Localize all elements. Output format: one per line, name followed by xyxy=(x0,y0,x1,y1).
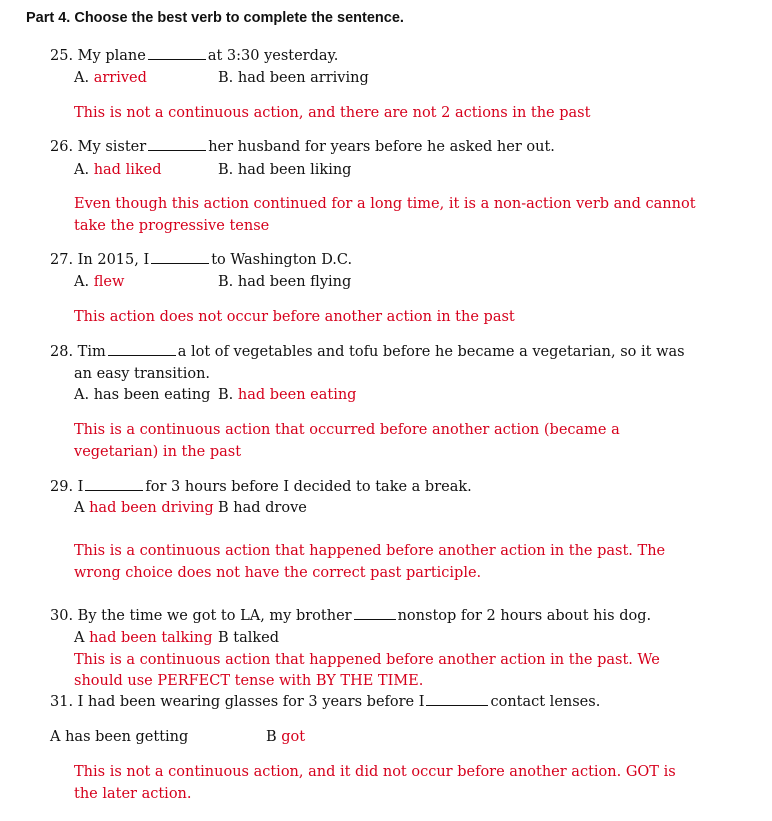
explanation: This is a continuous action that occurred before another action (became a xyxy=(74,422,620,438)
explanation: This is a continuous action that happened before another action in the past. The xyxy=(74,543,666,559)
option-a: A. arrived xyxy=(74,70,147,86)
answer-blank xyxy=(151,262,209,264)
explanation: This is not a continuous action, and there are not 2 actions in the past xyxy=(74,105,591,121)
explanation: vegetarian) in the past xyxy=(74,444,242,460)
answer-blank xyxy=(354,618,396,620)
page-title: Part 4. Choose the best verb to complete the sentence. xyxy=(26,10,404,26)
question-29: 29. I for 3 hours before I decided to take a break. xyxy=(50,479,472,495)
correct-answer: flew xyxy=(93,274,125,290)
question-28: 28. Tim a lot of vegetables and tofu before he became a vegetarian, so it was xyxy=(50,344,685,360)
answer-blank xyxy=(148,149,206,151)
explanation: This action does not occur before another action in the past xyxy=(74,309,515,325)
explanation: Even though this action continued for a long time, it is a non-action verb and cannot xyxy=(74,196,696,212)
question-25 xyxy=(50,46,338,66)
option-b: B. had been arriving xyxy=(218,70,369,86)
option-b: B had drove xyxy=(218,500,307,516)
option-a: A. had liked xyxy=(74,162,162,178)
answer-blank xyxy=(426,704,488,706)
option-b: B. had been flying xyxy=(218,274,352,290)
explanation: wrong choice does not have the correct past participle. xyxy=(74,565,482,581)
question-text: 25. My plane xyxy=(50,48,146,64)
option-b: B talked xyxy=(218,630,280,646)
option-a: A has been getting xyxy=(50,729,189,745)
option-a: A had been driving xyxy=(74,500,214,516)
explanation: the later action. xyxy=(74,786,192,802)
correct-answer: had liked xyxy=(93,162,162,178)
correct-answer: arrived xyxy=(93,70,147,86)
question-28-continued: an easy transition. xyxy=(74,366,211,382)
question-27: 27. In 2015, I to Washington D.C. xyxy=(50,252,353,268)
question-30: 30. By the time we got to LA, my brother nonstop for 2 hours about his dog. xyxy=(50,608,652,624)
explanation: should use PERFECT tense with BY THE TIME. xyxy=(74,673,424,689)
option-a: A. flew xyxy=(74,274,125,290)
question-31: 31. I had been wearing glasses for 3 years before I contact lenses. xyxy=(50,694,601,710)
answer-blank xyxy=(85,489,143,491)
option-b: B. had been eating xyxy=(218,387,357,403)
correct-answer: had been eating xyxy=(237,387,357,403)
question-26: 26. My sister her husband for years before he asked her out. xyxy=(50,139,555,155)
answer-blank xyxy=(108,354,176,356)
correct-answer: got xyxy=(281,729,306,745)
option-a: A. has been eating xyxy=(74,387,211,403)
option-a: A had been talking xyxy=(74,630,213,646)
correct-answer: had been driving xyxy=(89,500,214,516)
answer-blank xyxy=(148,58,206,60)
explanation: This is not a continuous action, and it did not occur before another action. GOT is xyxy=(74,764,676,780)
explanation: This is a continuous action that happened before another action in the past. We xyxy=(74,652,660,668)
question-text: at 3:30 yesterday. xyxy=(207,48,339,64)
explanation: take the progressive tense xyxy=(74,218,270,234)
option-b: B. had been liking xyxy=(218,162,352,178)
correct-answer: had been talking xyxy=(89,630,213,646)
option-b: B got xyxy=(266,729,306,745)
